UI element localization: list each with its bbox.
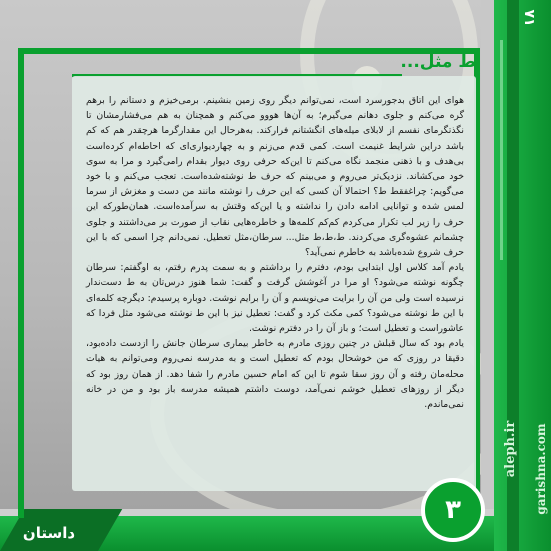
right-divider bbox=[481, 0, 494, 551]
page-number: ۷۱ bbox=[521, 9, 537, 27]
page-badge: ۳ bbox=[421, 478, 485, 542]
section-label: داستان bbox=[22, 524, 76, 542]
story-body bbox=[86, 93, 464, 485]
story-paragraph: هوای این اتاق بدجورسرد است، نمی‌توانم دیگر روی زمین بنشینم. برمی‌خیزم و دستانم را برهم گره می‌کنم و جلوی دهانم می‌گیرم؛ به آن‌ها هووو می‌کنم و همچنان به هم می‌فشارمشان تا نگذتگرمای نفسم از لابلای میله‌های انگشتانم فرارکند. به‌هرحال این مقدارگرما هرچقدر هم که کم باشد دراین شرایط غنیمت است. کمی قدم می‌زنم و به چهاردیواری‌ای که احاطه‌ام کرده‌است بی‌هدف و با ذهنی منجمد نگاه می‌کنم تا این‌که حرفی روی دیوار بقدام رامی‌گیرد و مرا به سوی خود می‌کشاند. نزدیک‌تر می‌روم و می‌بینم که حرف ط نوشته‌شده‌است. تعجب می‌کنم و با خود می‌گویم: چراغفقط ط؟ احتمالا آن کسی که این حرف را نوشته مانند من دست و مغزش از سرما لمس شده و توانایی ادامه دادن را نداشته و یا این‌که وقتش به سرآمده‌است. همان‌طورکه این حرف را زیر لب تکرار می‌کردم کم‌کم کلمه‌ها و خاطره‌هایی نقاب از صورت بر می‌داشتند و جلوی چشمانم عشوه‌گری می‌کردند. ط،ط،ط مثل... سرطان،مثل تعطیل. نمی‌دانم چرا اسمی که با این حرف شروع شده‌باشد به خاطرم نمی‌آید؟ bbox=[86, 95, 464, 259]
story-paragraph: یادم آمد کلاس اول ابتدایی بودم، دفترم را برداشتم و به سمت پدرم رفتم، به اوگفتم: سرطان چگونه نوشته می‌شود؟ او مرا در آغوشش گرفت و گفت: شما هنوز درس‌تان به ط دست‌ندار نرسیده است ولی من آن را برایت می‌نویسم و آن را برایم نوشت. دوباره پرسیدم: دیگرچه کلمه‌ای با این ط نوشته می‌شود؟ کمی مکث کرد و گفت: تعطیل نیز با این ط نوشته می‌شود مثل فردا که عاشوراست و تعطیل است؛ و باز آن را در دفترم نوشت. bbox=[86, 262, 464, 335]
site-watermark-garishna: garishna.com bbox=[534, 423, 548, 515]
frame-left bbox=[18, 48, 24, 518]
site-watermark-aleph: aleph.ir bbox=[503, 420, 518, 478]
story-paragraph: یادم بود که سال قبلش در چنین روزی مادرم به خاطر بیماری سرطان جانش را ازدست داده‌بود، دقیقا در روزی که من خوشحال بودم که تعطیل است و به مدرسه نمی‌روم ومی‌توانم به هیات محله‌مان رفته و آن روز سقا شوم تا این که امام حسین مادرم را شفا دهد. از همان روز بود که دیگر از روزهای تعطیل خوشم نمی‌آمد، دوست داشتم همیشه مدرسه باز بود و من در خانه نمی‌ماندم. bbox=[86, 338, 464, 411]
story-title: ط مثل... bbox=[400, 52, 476, 72]
right-decor-line bbox=[500, 40, 503, 260]
